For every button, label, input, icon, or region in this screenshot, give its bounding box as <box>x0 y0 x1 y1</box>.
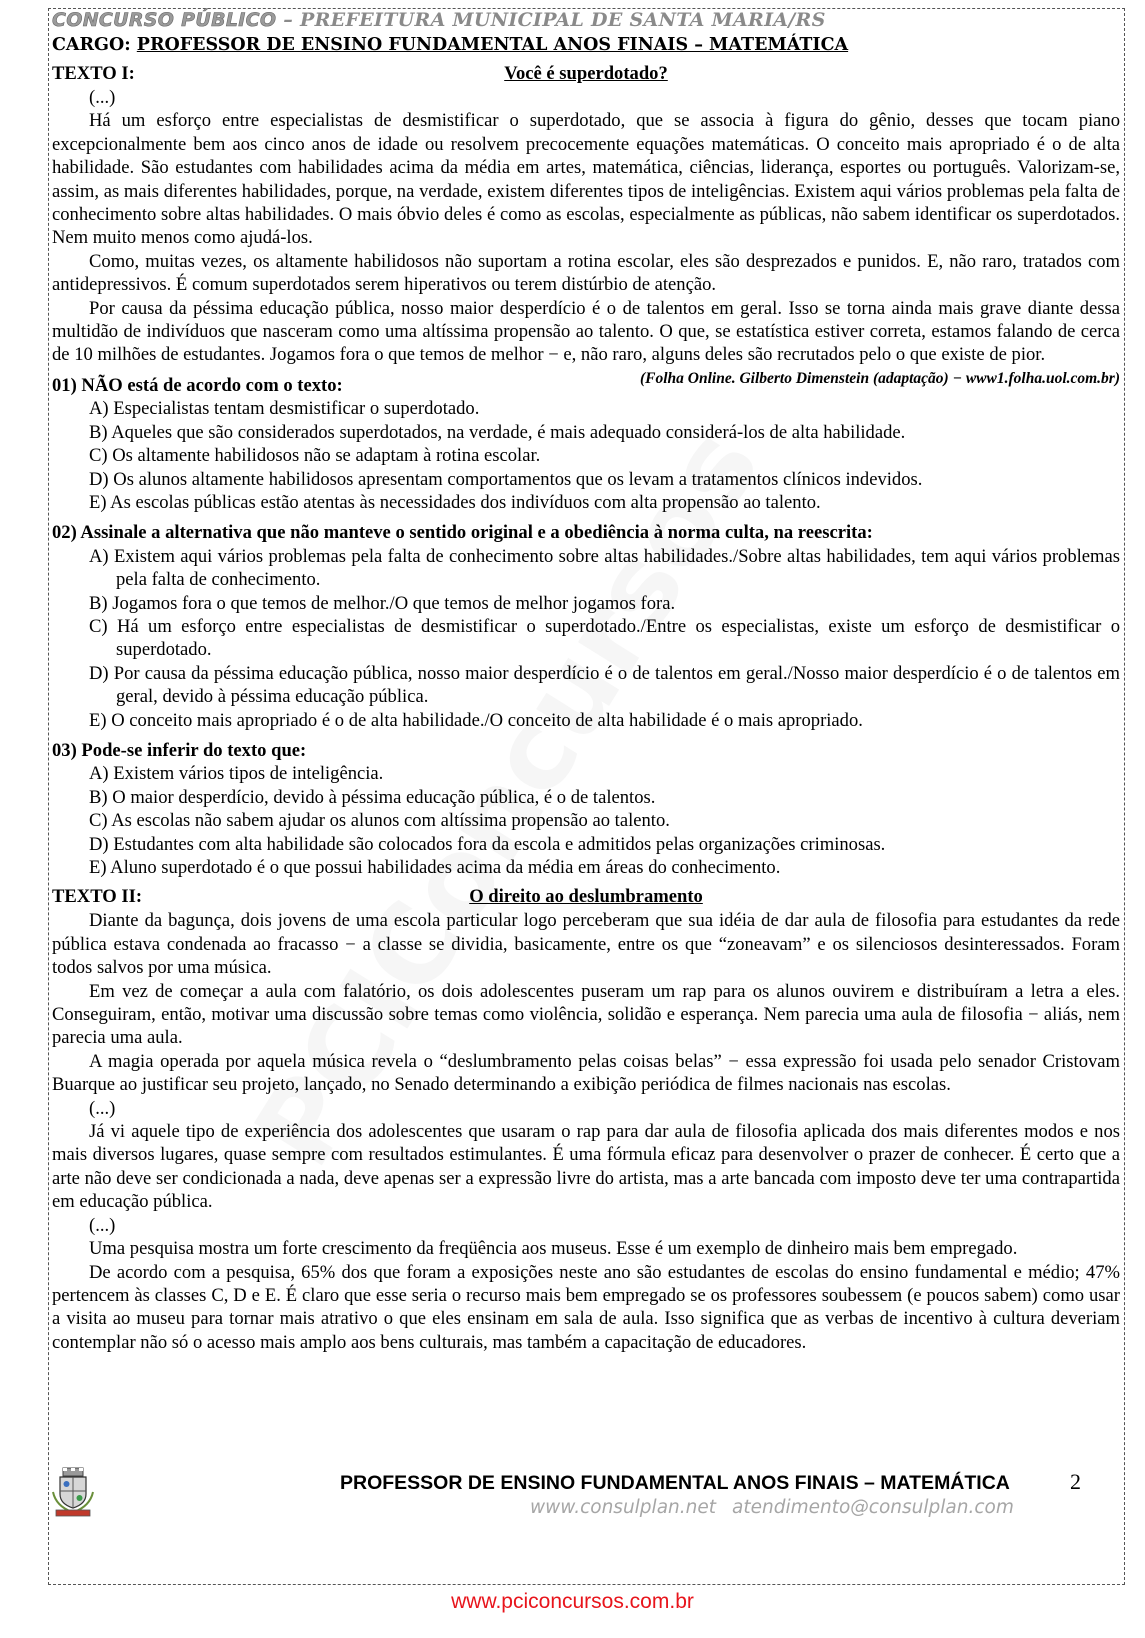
cargo-label: CARGO: <box>52 35 137 55</box>
option-a: A) Existem vários tipos de inteligência. <box>89 763 384 785</box>
texto2-paragraph-3: A magia operada por aquela música revela o “deslumbramento pelas coisas belas” − essa expressão foi usada pelo senador Cristovam Buarque ao justificar seu projeto, lançado, no Senado determinando a exibição periódica de filmes nacionais nas escolas. <box>52 1050 1120 1096</box>
municipal-crest-icon <box>52 1466 94 1518</box>
texto1-paragraph-3-text: Por causa da péssima educação pública, nosso maior desperdício é o de talentos em geral. Isso se torna ainda mais grave diante dessa multidão de indivíduos que nasceram como uma altíssima propensão ao talento. O que, se estatística estiver correta, estamos falando de cerca de 10 milhões de estudantes. Jogamos fora o que temos de melhor − e, não raro, alguns deles são recrutados pelo o que existe de pior. <box>52 297 1120 366</box>
option-c: C) Há um esforço entre especialistas de desmistificar o superdotado./Entre os especialistas, existe um esforço de desmistificar o superdotado. <box>89 615 1120 661</box>
option-c: C) As escolas não sabem ajudar os alunos com altíssima propensão ao talento. <box>89 810 670 832</box>
page-number: 2 <box>1070 1469 1081 1494</box>
option-d: D) Por causa da péssima educação pública, nosso maior desperdício é o de talentos em geral./Nosso maior desperdício é o de talentos em geral, devido à péssima educação pública. <box>89 662 1120 708</box>
texto2-paragraph-4: Já vi aquele tipo de experiência dos adolescentes que usaram o rap para dar aula de filosofia aplicada dos mais diferentes modos e nos mais diversos lugares, quase sempre com resultados estimulantes. É uma fórmula eficaz para desenvolver o prazer de conhecer. É certo que a arte não deve ser condicionada a nada, deve apenas ser a expressão livre do artista, mas a arte bancada com imposto deve ter uma contrapartida em educação pública. <box>52 1121 1120 1213</box>
option-list <box>52 762 1120 879</box>
texto2-heading <box>52 885 1120 909</box>
texto2-paragraph-2: Em vez de começar a aula com falatório, os dois adolescentes puseram um rap para os alunos ouvirem e distribuíram a letra a eles. Conseguiram, então, motivar uma discussão sobre temas como violência, solidão e esperança. Nem parecia uma aula de filosofia − aliás, nem parecia uma aula. <box>52 980 1120 1049</box>
option-b: B) Aqueles que são considerados superdotados, na verdade, é mais adequado considerá-los de alta habilidade. <box>89 421 906 443</box>
option-a: A) Existem aqui vários problemas pela falta de conhecimento sobre altas habilidades./Sobre altas habilidades, tem aqui vários problemas pela falta de conhecimento. <box>89 545 1120 591</box>
texto1-ellipsis: (...) <box>89 87 116 108</box>
texto1-paragraph-1: Há um esforço entre especialistas de desmistificar o superdotado, que se associa à figura do gênio, desses que tocam piano excepcionalmente bem aos cinco anos de idade ou resolvem precocemente equações matemáticas. O conceito mais apropriado é o de alta habilidade. São estudantes com habilidades acima da média em artes, matemática, ciências, liderança, esportes ou português. Valorizam-se, assim, as mais diferentes habilidades, porque, na verdade, existem diferentes tipos de inteligências. Existem aqui vários problemas pela falta de conhecimento sobre altas habilidades. O mais óbvio deles é como as escolas, especialmente as públicas, não sabem identificar os superdotados. Nem muito menos como ajudá-los. <box>52 110 1120 249</box>
texto2-title: O direito ao deslumbramento <box>469 886 703 908</box>
option-e: E) As escolas públicas estão atentas às necessidades dos indivíduos com alta propensão ao talento. <box>89 491 821 513</box>
texto2-paragraph-1: Diante da bagunça, dois jovens de uma escola particular logo perceberam que sua idéia de dar aula de filosofia para estudantes da rede pública estava condenada ao fracasso − a classe se dividia, basicamente, entre os que “zoneavam” e os silenciosos desinteressados. Foram todos salvos por uma música. <box>52 910 1120 979</box>
question-03 <box>52 739 1120 879</box>
footer-title: PROFESSOR DE ENSINO FUNDAMENTAL ANOS FINAIS – MATEMÁTICA <box>340 1472 1010 1494</box>
question-stem: 03) Pode-se inferir do texto que: <box>52 739 307 761</box>
option-list <box>52 397 1120 514</box>
texto2-ellipsis-1: (...) <box>89 1097 116 1119</box>
texto1-heading <box>52 62 1120 86</box>
cargo-value: PROFESSOR DE ENSINO FUNDAMENTAL ANOS FINAIS – MATEMÁTICA <box>136 35 849 55</box>
texto1-source: (Folha Online. Gilberto Dimenstein (adaptação) − www1.folha.uol.com.br) <box>639 369 1120 387</box>
exam-header <box>52 9 826 31</box>
texto1-title: Você é superdotado? <box>504 63 668 84</box>
footer-email-link[interactable]: atendimento@consulplan.com <box>732 1497 1014 1518</box>
texto1-label: TEXTO I: <box>52 63 135 84</box>
footer-contact <box>530 1497 1014 1518</box>
exam-subtitle: – PREFEITURA MUNICIPAL DE SANTA MARIA/RS <box>276 9 826 31</box>
option-list <box>52 545 1120 732</box>
option-c: C) Os altamente habilidosos não se adaptam à rotina escolar. <box>89 445 541 467</box>
texto1-paragraph-2: Como, muitas vezes, os altamente habilidosos não suportam a rotina escolar, eles são desprezados e punidos. E, não raro, tratados com antidepressivos. É comum superdotados serem hiperativos ou terem distúrbio de atenção. <box>52 250 1120 296</box>
exam-brand: CONCURSO PÚBLICO <box>52 9 277 31</box>
question-02 <box>52 521 1120 732</box>
texto2-ellipsis-2: (...) <box>89 1214 116 1236</box>
question-stem: 02) Assinale a alternativa que não manteve o sentido original e a obediência à norma culta, na reescrita: <box>52 522 873 544</box>
exam-content <box>52 62 1120 1354</box>
texto2-paragraph-5: Uma pesquisa mostra um forte crescimento da freqüência aos museus. Esse é um exemplo de dinheiro mais bem empregado. <box>89 1238 1018 1260</box>
option-d: D) Estudantes com alta habilidade são colocados fora da escola e admitidos pelas organizações criminosas. <box>89 833 886 855</box>
option-d: D) Os alunos altamente habilidosos apresentam comportamentos que os levam a tratamentos clínicos indevidos. <box>89 468 923 490</box>
pciconcursos-link[interactable]: www.pciconcursos.com.br <box>451 1590 694 1613</box>
option-b: B) Jogamos fora o que temos de melhor./O que temos de melhor jogamos fora. <box>89 592 676 614</box>
question-01 <box>52 374 1120 514</box>
cargo-line <box>52 35 848 55</box>
option-a: A) Especialistas tentam desmistificar o superdotado. <box>89 398 480 420</box>
texto2-paragraph-6: De acordo com a pesquisa, 65% dos que foram a exposições neste ano são estudantes de escolas do ensino fundamental e médio; 47% pertencem às classes C, D e E. É claro que esse seria o recurso mais bem empregado se os professores soubessem (e poucos sabem) como usar a visita ao museu para tornar mais atrativo o que eles ensinam em sala de aula. Isso significa que as verbas de incentivo à cultura deveriam contemplar não só o acesso mais amplo aos bens culturais, mas também a capacitação de educadores. <box>52 1261 1120 1353</box>
option-e: E) Aluno superdotado é o que possui habilidades acima da média em áreas do conhecimento. <box>89 857 781 878</box>
question-stem: 01) NÃO está de acordo com o texto: <box>52 374 343 396</box>
footer-site-link[interactable]: www.consulplan.net <box>530 1497 716 1518</box>
texto2-label: TEXTO II: <box>52 886 143 908</box>
option-b: B) O maior desperdício, devido à péssima educação pública, é o de talentos. <box>89 786 656 808</box>
option-e: E) O conceito mais apropriado é o de alta habilidade./O conceito de alta habilidade é o mais apropriado. <box>89 709 863 731</box>
